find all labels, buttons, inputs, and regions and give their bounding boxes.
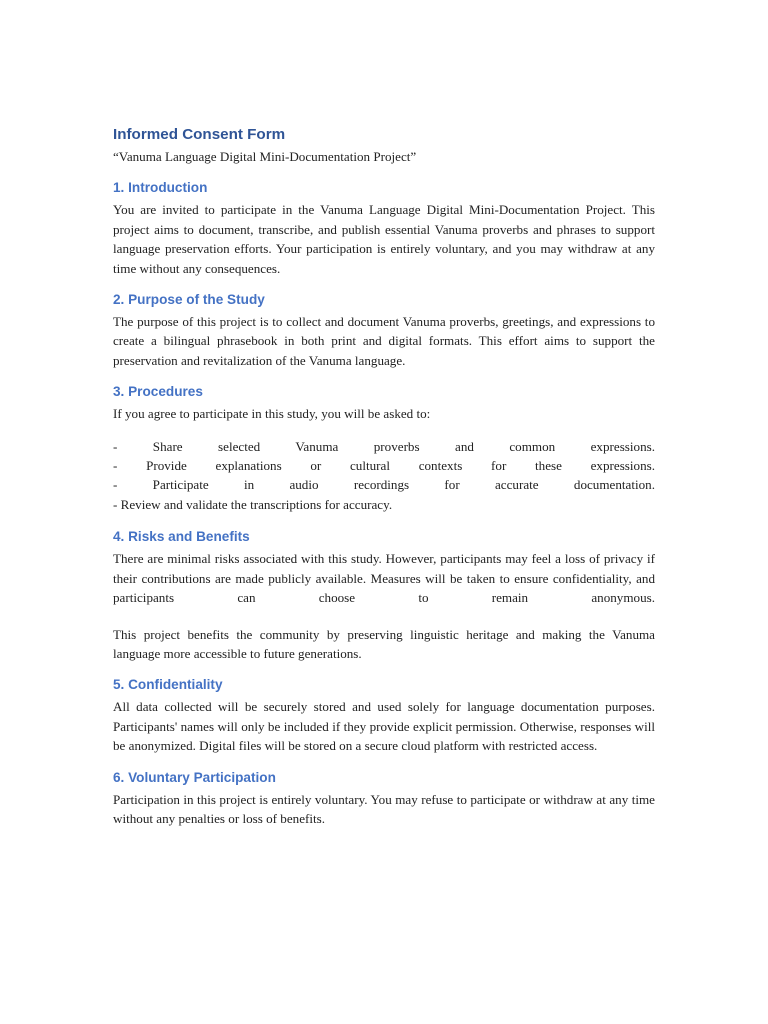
section-introduction <box>113 178 655 278</box>
section-risks-benefits <box>113 527 655 663</box>
section-procedures <box>113 382 655 514</box>
section-heading: 5. Confidentiality <box>113 677 223 693</box>
list-item: - Participate in audio recordings for accurate documentation. <box>113 477 655 493</box>
procedures-list <box>113 437 655 515</box>
section-paragraph: You are invited to participate in the Vanuma Language Digital Mini-Documentation Project. This project aims to document, transcribe, and publish essential Vanuma proverbs and phrases to support language preservation efforts. Your participation is entirely voluntary, and you may withdraw at any time without any consequences. <box>113 202 655 276</box>
consent-form-page <box>113 124 655 840</box>
section-paragraph: This project benefits the community by preserving linguistic heritage and making the Vanuma language more accessible to future generations. <box>113 626 655 661</box>
section-paragraph: There are minimal risks associated with this study. However, participants may feel a loss of privacy if their contributions are made publicly available. Measures will be taken to ensure confidentiality, and participants can choose to remain anonymous. <box>113 551 655 606</box>
section-heading: 4. Risks and Benefits <box>113 529 250 545</box>
section-paragraph: The purpose of this project is to collect and document Vanuma proverbs, greetings, and expressions to create a bilingual phrasebook in both print and digital formats. This effort aims to support the preservation and revitalization of the Vanuma language. <box>113 314 655 368</box>
list-item: - Review and validate the transcriptions for accuracy. <box>113 496 393 512</box>
section-heading: 6. Voluntary Participation <box>113 769 276 785</box>
section-confidentiality <box>113 675 655 755</box>
section-voluntary-participation <box>113 768 655 829</box>
section-purpose <box>113 290 655 370</box>
procedures-intro: If you agree to participate in this study, you will be asked to: <box>113 406 431 422</box>
section-heading: 3. Procedures <box>113 384 203 400</box>
document-title: Informed Consent Form <box>113 126 286 143</box>
list-item: - Provide explanations or cultural contexts for these expressions. <box>113 458 655 474</box>
section-heading: 2. Purpose of the Study <box>113 292 265 308</box>
section-paragraph: Participation in this project is entirely voluntary. You may refuse to participate or withdraw at any time without any penalties or loss of benefits. <box>113 791 655 826</box>
section-heading: 1. Introduction <box>113 180 208 196</box>
section-paragraph: All data collected will be securely stored and used solely for language documentation purposes. Participants' names will only be included if they provide explicit permission. Otherwise, responses will be anonymized. Digital files will be stored on a secure cloud platform with restricted access. <box>113 699 655 754</box>
list-item: - Share selected Vanuma proverbs and common expressions. <box>113 438 655 454</box>
document-subtitle: “Vanuma Language Digital Mini-Documentation Project” <box>113 149 417 164</box>
